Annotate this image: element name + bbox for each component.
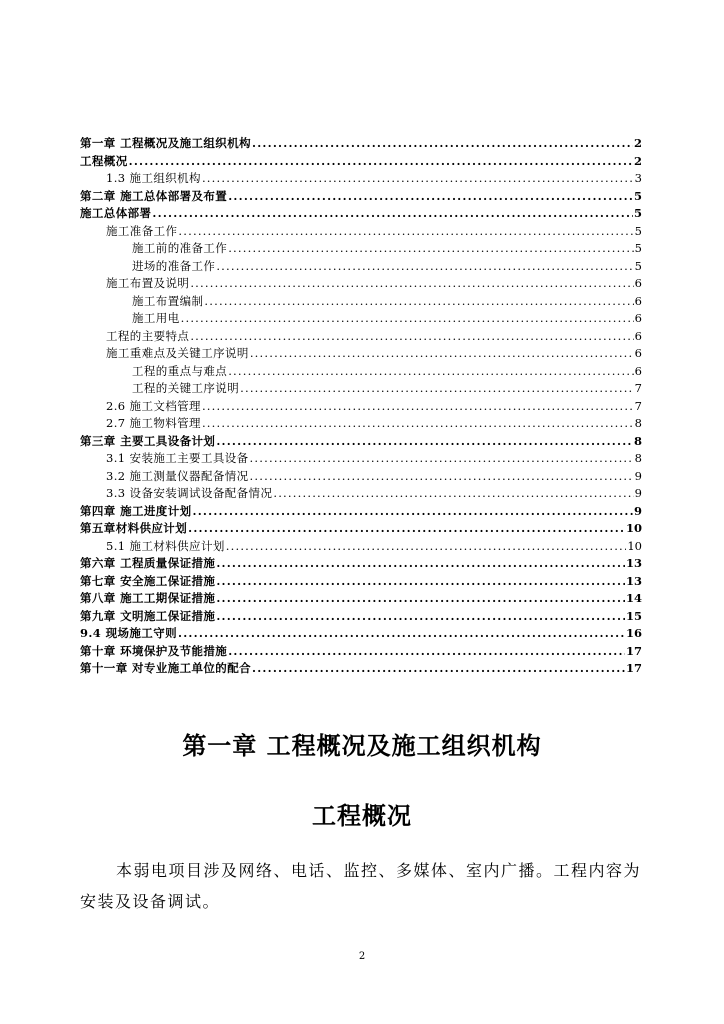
toc-leader-dots xyxy=(188,520,625,538)
toc-entry-link[interactable] xyxy=(80,573,642,591)
toc-entry-link[interactable] xyxy=(106,345,642,363)
toc-entry-page: 2 xyxy=(633,136,642,150)
toc-entry-link[interactable] xyxy=(132,380,642,398)
toc-entry-link[interactable] xyxy=(80,503,642,521)
section-title: 工程概况 xyxy=(312,802,412,830)
toc-entry-link[interactable] xyxy=(80,660,642,678)
toc-entry-page: 13 xyxy=(625,556,642,570)
toc-entry-title: 施工布置编制 xyxy=(132,293,204,308)
toc-entry-page: 16 xyxy=(625,626,642,640)
toc-entry xyxy=(80,363,642,381)
toc-entry-title: 2.6 施工文档管理 xyxy=(106,398,201,413)
toc-leader-dots xyxy=(152,205,633,223)
toc-leader-dots xyxy=(216,258,633,276)
toc-entry-page: 7 xyxy=(634,398,642,413)
toc-entry-link[interactable] xyxy=(80,643,642,661)
toc-entry-title: 第四章 施工进度计划 xyxy=(80,503,192,518)
toc-leader-dots xyxy=(240,380,634,398)
toc-entry xyxy=(80,275,642,293)
toc-entry-link[interactable] xyxy=(106,170,642,188)
toc-entry-link[interactable] xyxy=(106,223,642,241)
toc-entry-title: 3.1 安装施工主要工具设备 xyxy=(106,451,249,465)
toc-entry-title: 3.3 设备安装调试设备配备情况 xyxy=(106,486,273,500)
toc-leader-dots xyxy=(204,293,633,311)
toc-entry-page: 6 xyxy=(634,293,642,308)
toc-leader-dots xyxy=(216,608,625,626)
toc-entry-link[interactable] xyxy=(132,310,642,328)
toc-entry xyxy=(80,188,642,206)
toc-entry xyxy=(80,538,642,556)
toc-entry-link[interactable] xyxy=(106,468,642,486)
toc-entry-title: 施工重难点及关键工序说明 xyxy=(106,346,249,360)
toc-entry xyxy=(80,310,642,328)
toc-entry-title: 第七章 安全施工保证措施 xyxy=(80,573,216,588)
toc-entry-page: 17 xyxy=(625,661,642,675)
toc-leader-dots xyxy=(252,135,633,153)
toc-entry-page: 7 xyxy=(634,381,642,395)
toc-entry xyxy=(80,258,642,276)
toc-entry-page: 5 xyxy=(634,223,642,238)
toc-leader-dots xyxy=(202,415,634,433)
toc-entry-title: 5.1 施工材料供应计划 xyxy=(106,538,225,553)
toc-entry xyxy=(80,608,642,626)
toc-entry-title: 9.4 现场施工守则 xyxy=(80,626,178,640)
toc-entry-link[interactable] xyxy=(106,538,642,556)
toc-entry-link[interactable] xyxy=(80,590,642,608)
toc-entry-link[interactable] xyxy=(80,205,642,223)
toc-entry-page: 10 xyxy=(627,538,642,553)
body-paragraph: 本弱电项目涉及网络、电话、监控、多媒体、室内广播。工程内容为安装及设备调试。 xyxy=(80,861,642,911)
toc-entry-title: 工程的关键工序说明 xyxy=(132,381,240,395)
toc-entry-link[interactable] xyxy=(106,275,642,293)
toc-leader-dots xyxy=(202,170,634,188)
toc-entry-page: 5 xyxy=(633,188,642,203)
toc-entry-title: 第五章材料供应计划 xyxy=(80,521,188,535)
toc-leader-dots xyxy=(216,590,625,608)
toc-entry-title: 第三章 主要工具设备计划 xyxy=(80,433,216,448)
toc-entry-page: 6 xyxy=(634,346,642,360)
toc-entry-title: 第十章 环境保护及节能措施 xyxy=(80,643,228,658)
toc-entry xyxy=(80,468,642,486)
toc-entry-link[interactable] xyxy=(132,258,642,276)
toc-entry-page: 5 xyxy=(634,258,642,273)
toc-entry-page: 2 xyxy=(633,153,642,168)
toc-entry xyxy=(80,643,642,661)
toc-entry-page: 5 xyxy=(634,241,642,255)
toc-entry-link[interactable] xyxy=(80,135,642,153)
toc-entry xyxy=(80,328,642,346)
toc-entry-title: 第十一章 对专业施工单位的配合 xyxy=(80,661,252,675)
toc-entry-title: 施工用电 xyxy=(132,311,180,325)
toc-entry-link[interactable] xyxy=(80,625,642,643)
toc-entry-link[interactable] xyxy=(80,555,642,573)
toc-entry-title: 进场的准备工作 xyxy=(132,258,216,273)
toc-entry-title: 施工准备工作 xyxy=(106,223,178,238)
toc-entry xyxy=(80,223,642,241)
toc-leader-dots xyxy=(250,450,634,468)
toc-leader-dots xyxy=(216,555,625,573)
toc-entry-link[interactable] xyxy=(80,153,642,171)
toc-entry xyxy=(80,433,642,451)
toc-entry-page: 6 xyxy=(634,363,642,378)
toc-leader-dots xyxy=(228,363,633,381)
table-of-contents xyxy=(80,135,642,678)
toc-entry xyxy=(80,135,642,153)
toc-leader-dots xyxy=(252,660,625,678)
toc-leader-dots xyxy=(228,188,633,206)
toc-entry xyxy=(80,590,642,608)
toc-entry-title: 施工布置及说明 xyxy=(106,276,190,290)
toc-entry-page: 17 xyxy=(625,643,642,658)
toc-entry xyxy=(80,345,642,363)
toc-leader-dots xyxy=(190,275,633,293)
toc-entry-title: 1.3 施工组织机构 xyxy=(106,171,201,185)
toc-entry-title: 工程的重点与难点 xyxy=(132,363,228,378)
toc-entry-title: 工程概况 xyxy=(80,153,128,168)
toc-entry-title: 施工前的准备工作 xyxy=(132,241,228,255)
toc-leader-dots xyxy=(226,538,627,556)
chapter-title: 第一章 工程概况及施工组织机构 xyxy=(182,732,542,760)
toc-leader-dots xyxy=(273,485,633,503)
toc-entry xyxy=(80,240,642,258)
toc-entry-link[interactable] xyxy=(132,240,642,258)
toc-entry-page: 8 xyxy=(633,433,642,448)
toc-entry-page: 9 xyxy=(633,503,642,518)
toc-entry-title: 第二章 施工总体部署及布置 xyxy=(80,188,228,203)
page-number: 2 xyxy=(358,951,366,962)
toc-entry-title: 工程的主要特点 xyxy=(106,328,190,343)
toc-entry xyxy=(80,205,642,223)
toc-entry-page: 6 xyxy=(634,311,642,325)
toc-entry xyxy=(80,398,642,416)
toc-entry-link[interactable] xyxy=(106,398,642,416)
toc-leader-dots xyxy=(202,398,634,416)
toc-leader-dots xyxy=(250,345,634,363)
toc-entry xyxy=(80,450,642,468)
toc-leader-dots xyxy=(228,643,625,661)
toc-entry-page: 9 xyxy=(634,486,642,500)
toc-leader-dots xyxy=(129,153,633,171)
toc-leader-dots xyxy=(216,433,633,451)
toc-entry-page: 13 xyxy=(625,573,642,588)
toc-entry-link[interactable] xyxy=(80,188,642,206)
toc-leader-dots xyxy=(216,573,625,591)
toc-entry-page: 15 xyxy=(625,608,642,623)
toc-leader-dots xyxy=(190,328,633,346)
toc-entry-page: 9 xyxy=(634,468,642,483)
toc-entry xyxy=(80,625,642,643)
toc-entry-page: 5 xyxy=(633,206,642,220)
toc-entry-title: 第六章 工程质量保证措施 xyxy=(80,556,216,570)
toc-leader-dots xyxy=(181,310,634,328)
toc-entry-link[interactable] xyxy=(106,450,642,468)
toc-entry-page: 6 xyxy=(634,328,642,343)
toc-leader-dots xyxy=(178,625,625,643)
toc-entry-title: 3.2 施工测量仪器配备情况 xyxy=(106,468,249,483)
toc-entry-link[interactable] xyxy=(80,608,642,626)
toc-entry-link[interactable] xyxy=(132,293,642,311)
toc-entry-link[interactable] xyxy=(106,328,642,346)
toc-entry-link[interactable] xyxy=(106,415,642,433)
toc-entry-link[interactable] xyxy=(132,363,642,381)
toc-entry xyxy=(80,660,642,678)
toc-entry-title: 施工总体部署 xyxy=(80,206,152,220)
toc-entry-title: 第九章 文明施工保证措施 xyxy=(80,608,216,623)
toc-entry-page: 10 xyxy=(625,521,642,535)
toc-entry-link[interactable] xyxy=(106,485,642,503)
toc-leader-dots xyxy=(178,223,633,241)
toc-leader-dots xyxy=(193,503,633,521)
toc-entry xyxy=(80,170,642,188)
toc-entry-page: 8 xyxy=(634,451,642,465)
toc-leader-dots xyxy=(228,240,633,258)
toc-entry xyxy=(80,380,642,398)
toc-entry-page: 3 xyxy=(634,171,642,185)
toc-entry-title: 2.7 施工物料管理 xyxy=(106,416,201,430)
toc-entry xyxy=(80,573,642,591)
toc-leader-dots xyxy=(250,468,634,486)
toc-entry-page: 6 xyxy=(634,276,642,290)
toc-entry-link[interactable] xyxy=(80,433,642,451)
toc-entry-title: 第一章 工程概况及施工组织机构 xyxy=(80,136,252,150)
toc-entry-link[interactable] xyxy=(80,520,642,538)
toc-entry xyxy=(80,293,642,311)
toc-entry-page: 14 xyxy=(625,591,642,605)
toc-entry-page: 8 xyxy=(634,416,642,430)
toc-entry-title: 第八章 施工工期保证措施 xyxy=(80,591,216,605)
toc-entry xyxy=(80,520,642,538)
toc-entry xyxy=(80,153,642,171)
toc-entry xyxy=(80,503,642,521)
toc-entry xyxy=(80,485,642,503)
toc-entry xyxy=(80,415,642,433)
toc-entry xyxy=(80,555,642,573)
